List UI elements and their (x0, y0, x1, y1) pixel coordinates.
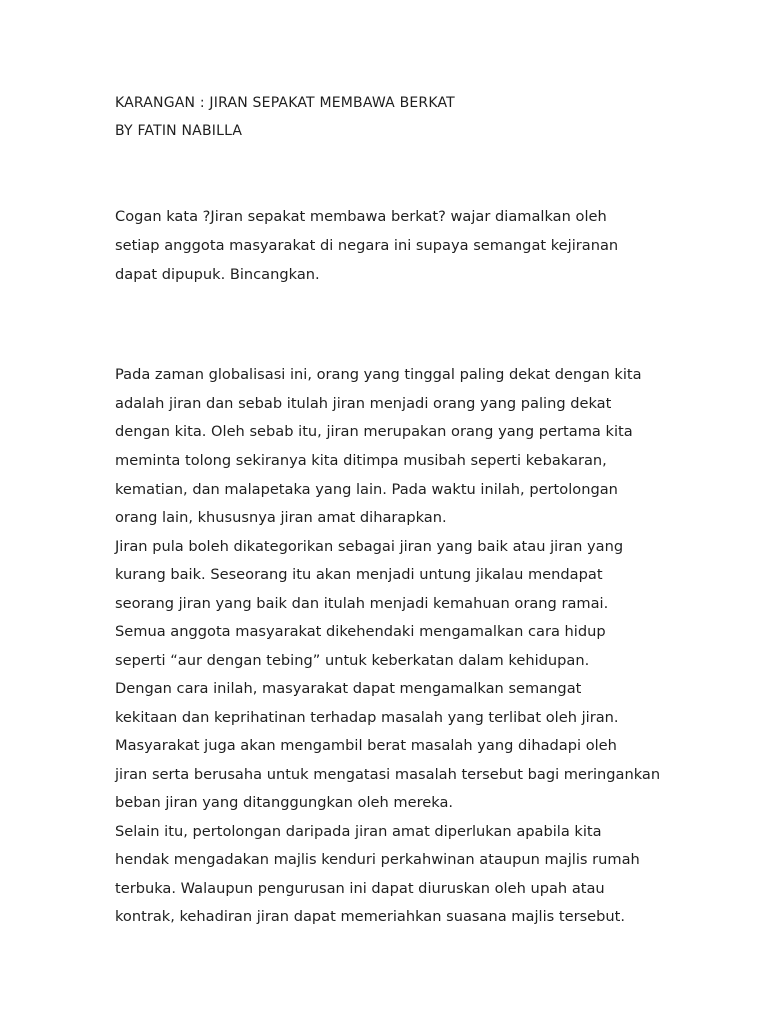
body-line: seorang jiran yang baik dan itulah menjadi kemahuan orang ramai. (115, 595, 609, 612)
body-line: hendak mengadakan majlis kenduri perkahwinan ataupun majlis rumah (115, 851, 640, 868)
body-line: orang lain, khususnya jiran amat diharapkan. (115, 509, 447, 526)
body-line: beban jiran yang ditanggungkan oleh mereka. (115, 794, 454, 811)
body-line: kematian, dan malapetaka yang lain. Pada waktu inilah, pertolongan (115, 481, 618, 498)
essay-author: BY FATIN NABILLA (115, 123, 243, 139)
prompt-line: setiap anggota masyarakat di negara ini supaya semangat kejiranan (115, 237, 619, 254)
prompt-line: Cogan kata ?Jiran sepakat membawa berkat? wajar diamalkan oleh (115, 208, 607, 225)
body-line: kekitaan dan keprihatinan terhadap masalah yang terlibat oleh jiran. (115, 709, 619, 726)
body-line: Jiran pula boleh dikategorikan sebagai jiran yang baik atau jiran yang (115, 538, 624, 555)
body-line: dengan kita. Oleh sebab itu, jiran merupakan orang yang pertama kita (115, 423, 633, 440)
body-line: kurang baik. Seseorang itu akan menjadi untung jikalau mendapat (115, 566, 603, 583)
body-line: Pada zaman globalisasi ini, orang yang tinggal paling dekat dengan kita (115, 366, 642, 383)
body-line: meminta tolong sekiranya kita ditimpa musibah seperti kebakaran, (115, 452, 607, 469)
essay-title: KARANGAN : JIRAN SEPAKAT MEMBAWA BERKAT (115, 95, 455, 111)
body-line: terbuka. Walaupun pengurusan ini dapat diuruskan oleh upah atau (115, 880, 605, 897)
body-line: adalah jiran dan sebab itulah jiran menjadi orang yang paling dekat (115, 395, 612, 412)
body-line: jiran serta berusaha untuk mengatasi masalah tersebut bagi meringankan (115, 766, 661, 783)
body-line: seperti “aur dengan tebing” untuk keberkatan dalam kehidupan. (115, 652, 590, 669)
prompt-line: dapat dipupuk. Bincangkan. (115, 266, 320, 283)
body-line: kontrak, kehadiran jiran dapat memeriahkan suasana majlis tersebut. (115, 908, 626, 925)
body-line: Selain itu, pertolongan daripada jiran amat diperlukan apabila kita (115, 823, 602, 840)
body-line: Semua anggota masyarakat dikehendaki mengamalkan cara hidup (115, 623, 606, 640)
body-line: Dengan cara inilah, masyarakat dapat mengamalkan semangat (115, 680, 582, 697)
body-line: Masyarakat juga akan mengambil berat masalah yang dihadapi oleh (115, 737, 617, 754)
